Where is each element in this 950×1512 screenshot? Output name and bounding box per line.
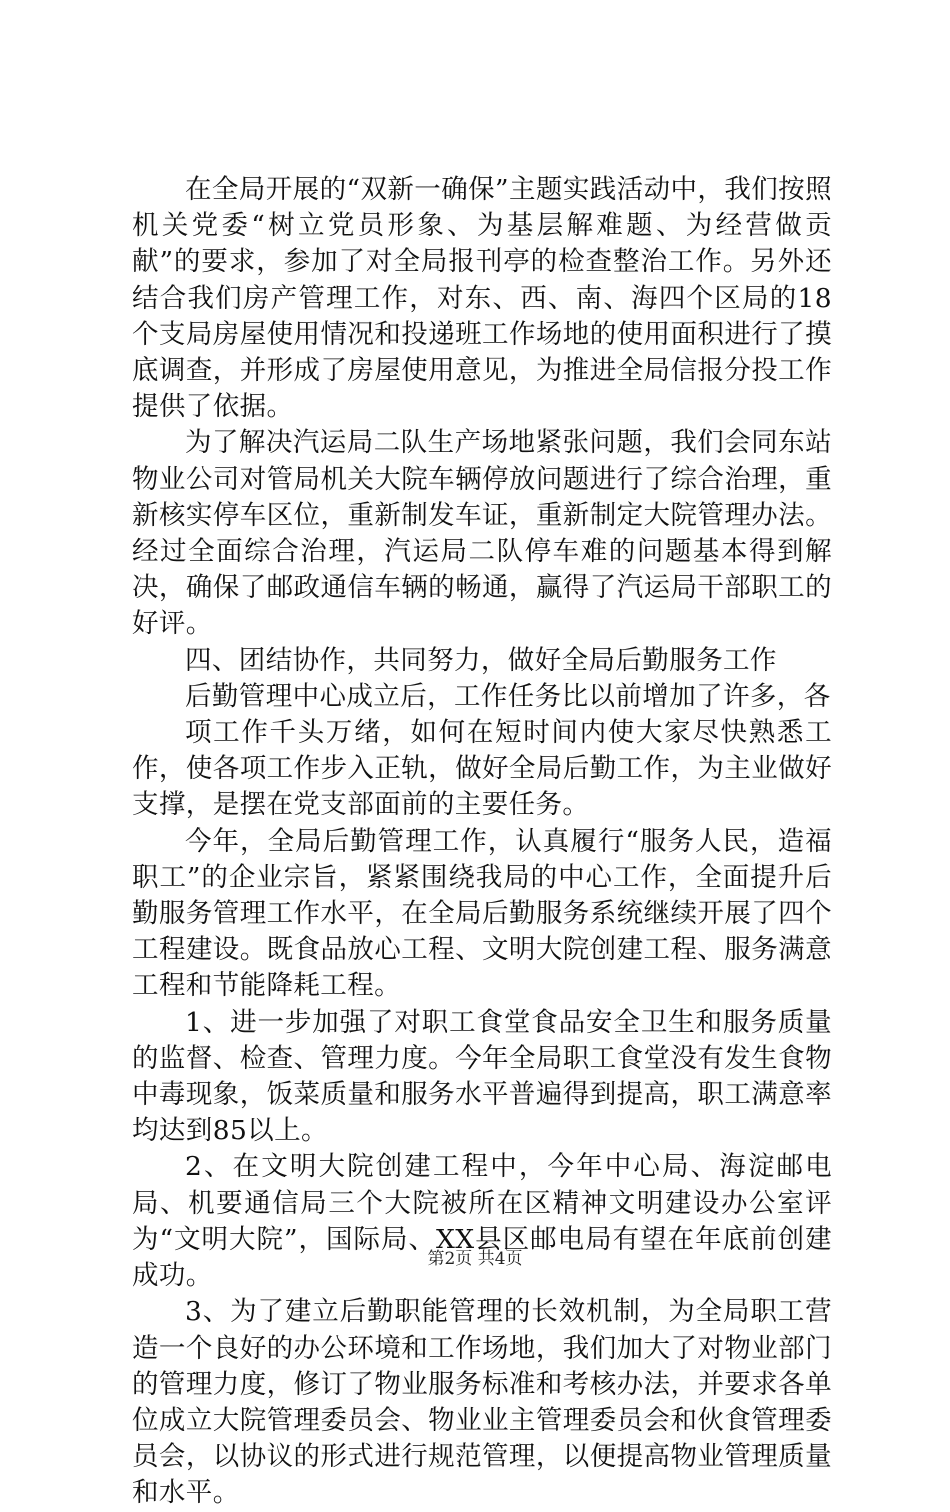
paragraph-property-management: 3、为了建立后勤职能管理的长效机制，为全局职工营造一个良好的办公环境和工作场地，我们加大了对物业部门的管理力度，修订了物业服务标准和考核办法，并要求各单位成立大院管理委员会、物业业主管理委员会和伙食管理委员会，以协议的形式进行规范管理，以便提高物业管理质量和水平。: [132, 1296, 832, 1509]
document-body: [132, 172, 832, 1512]
paragraph-main-tasks: 项工作千头万绪，如何在短时间内使大家尽快熟悉工作，使各项工作步入正轨，做好全局后勤工作，为主业做好支撑，是摆在党支部面前的主要任务。: [132, 717, 832, 821]
paragraph-four-projects: 今年，全局后勤管理工作，认真履行“服务人民，造福职工”的企业宗旨，紧紧围绕我局的中心工作，全面提升后勤服务管理工作水平，在全局后勤服务系统继续开展了四个工程建设。既食品放心工程、文明大院创建工程、服务满意工程和节能降耗工程。: [132, 825, 832, 1002]
section-heading-teamwork: 四、团结协作，共同努力，做好全局后勤服务工作: [185, 644, 777, 676]
paragraph-center-established: 后勤管理中心成立后，工作任务比以前增加了许多，各: [185, 680, 831, 712]
page-number-footer: 第2页 共4页: [427, 1249, 523, 1269]
paragraph-civilized-compound: 2、在文明大院创建工程中，今年中心局、海淀邮电局、机要通信局三个大院被所在区精神文明建设办公室评为“文明大院”，国际局、XX县区邮电局有望在年底前创建成功。: [132, 1151, 832, 1292]
paragraph-parking-management: 为了解决汽运局二队生产场地紧张问题，我们会同东站物业公司对管局机关大院车辆停放问题进行了综合治理，重新核实停车区位，重新制发车证，重新制定大院管理办法。经过全面综合治理，汽运局二队停车难的问题基本得到解决，确保了邮政通信车辆的畅通，赢得了汽运局干部职工的好评。: [132, 427, 832, 640]
paragraph-canteen-safety: 1、进一步加强了对职工食堂食品安全卫生和服务质量的监督、检查、管理力度。今年全局职工食堂没有发生食物中毒现象，饭菜质量和服务水平普遍得到提高，职工满意率均达到85以上。: [132, 1006, 832, 1147]
paragraph-double-new-campaign: 在全局开展的“双新一确保”主题实践活动中，我们按照机关党委“树立党员形象、为基层解难题、为经营做贡献”的要求，参加了对全局报刊亭的检查整治工作。另外还结合我们房产管理工作，对东、西、南、海四个区局的18个支局房屋使用情况和投递班工作场地的使用面积进行了摸底调查，并形成了房屋使用意见，为推进全局信报分投工作提供了依据。: [132, 174, 832, 423]
